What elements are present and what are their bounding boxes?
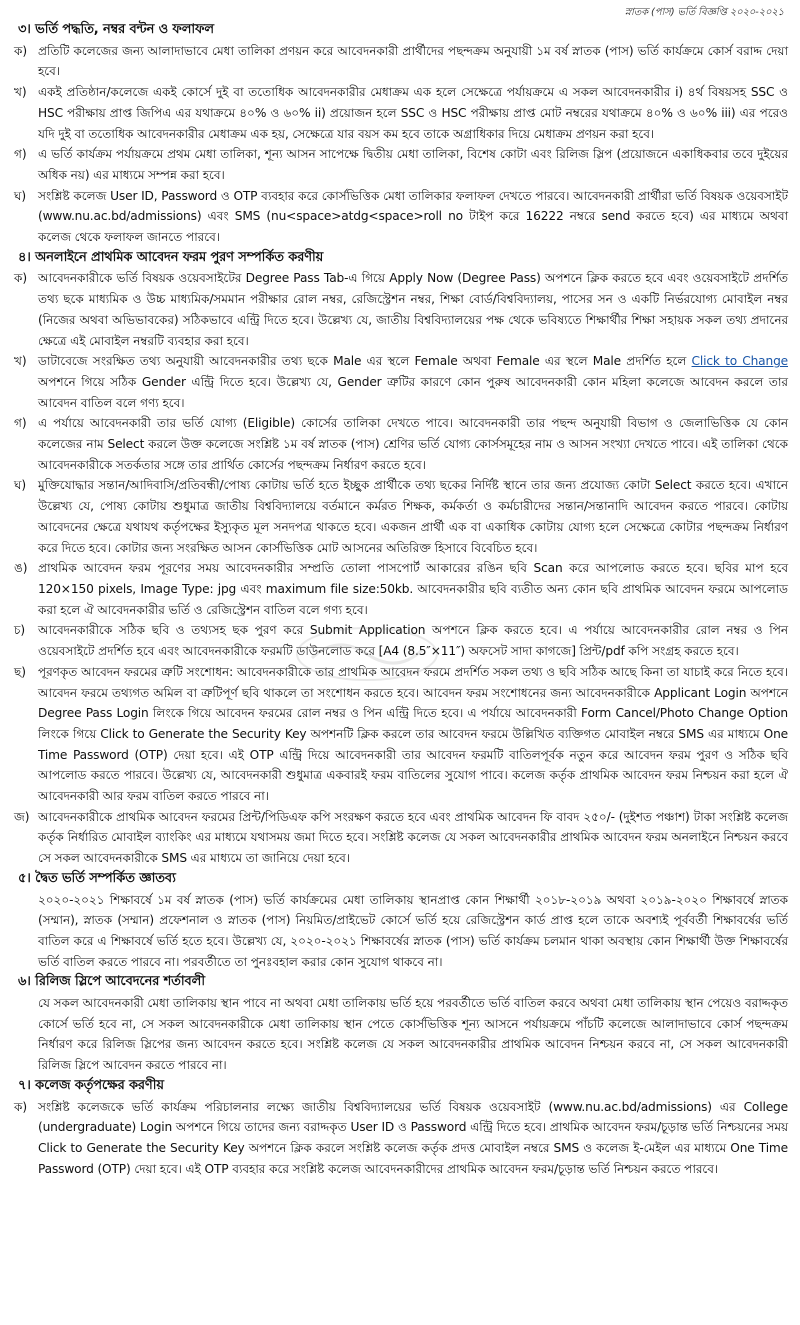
list-item bbox=[14, 475, 788, 558]
list-item bbox=[14, 82, 788, 144]
list-item bbox=[14, 558, 788, 620]
list-item bbox=[14, 1097, 788, 1180]
item-text: আবেদনকারীকে সঠিক ছবি ও তথ্যসহ ছক পুরণ করে Submit Application অপশনে ক্লিক করতে হবে। এ পর্যায়ে আবেদনকারীর রোল নম্বর ও পিন ওয়েবসাইটে প্রদর্শিত হবে এবং আবেদনকারীকে ফরমটি ডাউনলোড করে [A4 (8.5″×11″) অফসেট সাদা কাগজে] প্রিন্ট/pdf কপি সংগ্রহ করতে হবে। bbox=[38, 623, 788, 659]
section-paragraph: ২০২০-২০২১ শিক্ষাবর্ষে ১ম বর্ষ স্নাতক (পাস) ভর্তি কার্যক্রমের মেধা তালিকায় স্থানপ্রাপ্ত কোন শিক্ষার্থী ২০১৮-২০১৯ অথবা ২০১৯-২০২০ শিক্ষাবর্ষে স্নাতক (সম্মান), স্নাতক (সম্মান) প্রফেশনাল ও স্নাতক (পাস) নিয়মিত/প্রাইভেট কোর্সে ভর্তি হয়ে রেজিস্ট্রেশন কার্ড প্রাপ্ত হলে তাকে অবশ্যই পূর্ববর্তী শিক্ষাবর্ষের ভর্তি বাতিল করে এ শিক্ষাবর্ষে ভর্তি হতে হবে। উল্লেখ্য যে, ২০২০-২০২১ শিক্ষাবর্ষের স্নাতক (পাস) ভর্তি কার্যক্রম চলমান থাকা অবস্থায় কোন শিক্ষার্থী উক্ত শিক্ষাবর্ষের ভর্তি বাতিল করতে পারবে না। পরবর্তীতে তা পুনঃবহাল করার কোন সুযোগ থাকবে না। bbox=[38, 892, 788, 969]
section-title: ৪। অনলাইনে প্রাথমিক আবেদন ফরম পুরণ সম্পর্কিত করণীয় bbox=[18, 249, 324, 265]
section-6 bbox=[14, 972, 788, 1076]
item-marker: ক) bbox=[14, 1099, 27, 1114]
list-item bbox=[14, 268, 788, 351]
item-marker: ক) bbox=[14, 271, 27, 286]
item-marker: গ) bbox=[14, 416, 27, 431]
item-text-after: অপশনে গিয়ে সঠিক Gender এন্ট্রি দিতে হবে। উল্লেখ্য যে, Gender ত্রুটির কারণে কোন পুরুষ আবেদনকারী কোন মহিলা কলেজে আবেদন করলে তার আবেদন বাতিল বলে গণ্য হবে। bbox=[38, 374, 788, 410]
item-text: পূরণকৃত আবেদন ফরমের ত্রুটি সংশোধন: আবেদনকারীকে তার প্রাথমিক আবেদন ফরমে প্রদর্শিত সকল তথ্য ও ছবি সঠিক আছে কিনা তা যাচাই করে নিতে হবে। আবেদন ফরমে তথ্যগত অমিল বা ত্রুটিপূর্ণ ছবি থাকলে তা সংশোধন করতে হবে। আবেদন ফরম সংশোধনের জন্য আবেদনকারীকে Applicant Login অপশনে Degree Pass Login লিংকে গিয়ে আবেদন ফরমের রোল নম্বর ও পিন এন্ট্রি দিতে হবে। এ পর্যায়ে আবেদনকারী Form Cancel/Photo Change Option লিংকে গিয়ে Click to Generate the Security Key অপশনটি ক্লিক করলে তার আবেদন ফরমে উল্লিখিত ব্যক্তিগত মোবাইল নম্বরে SMS এর মাধ্যমে One Time Password (OTP) দেয়া হবে। এই OTP এন্ট্রি দিয়ে আবেদনকারী তার আবেদন ফরমটি বাতিলপূর্বক নতুন করে আবেদন ফরম পুরণ ও সঠিক ছবি আপলোড করতে পারবে। উল্লেখ্য যে, আবেদনকারী শুধুমাত্র একবারই ফরম বাতিলের সুযোগ পাবে। কলেজ কর্তৃক প্রাথমিক আবেদন ফরম নিশ্চয়ন করা হলে ঐ আবেদনকারী আর ফরম বাতিল করতে পারবে না। bbox=[38, 664, 788, 804]
item-marker: ক) bbox=[14, 43, 27, 58]
section-title: ৭। কলেজ কর্তৃপক্ষের করণীয় bbox=[18, 1077, 164, 1093]
item-text: প্রতিটি কলেজের জন্য আলাদাভাবে মেধা তালিকা প্রণয়ন করে আবেদনকারী প্রার্থীদের পছন্দক্রম অনুযায়ী ১ম বর্ষ স্নাতক (পাস) ভর্তি কার্যক্রমে কোর্স বরাদ্দ দেয়া হবে। bbox=[38, 43, 788, 79]
item-text: সংশ্লিষ্ট কলেজ User ID, Password ও OTP ব্যবহার করে কোর্সভিত্তিক মেধা তালিকার ফলাফল দেখতে পারবে। আবেদনকারী প্রার্থীরা ভর্তি বিষয়ক ওয়েবসাইট (www.nu.ac.bd/admissions) এবং SMS (nu<space>atdg<space>roll no টাইপ করে 16222 নম্বরে send করতে হবে) এর মাধ্যমে অথবা কলেজ থেকে ফলাফল জানতে পারবে। bbox=[38, 188, 788, 245]
item-marker: ঘ) bbox=[14, 478, 26, 493]
section-7 bbox=[14, 1076, 788, 1180]
item-marker: খ) bbox=[14, 85, 27, 100]
item-text: আবেদনকারীকে প্রাথমিক আবেদন ফরমের প্রিন্ট/পিডিএফ কপি সংরক্ষণ করতে হবে এবং প্রাথমিক আবেদন ফি বাবদ ২৫০/- (দুইশত পঞ্চাশ) টাকা সংশ্লিষ্ট কলেজ কর্তৃক নির্ধারিত মোবাইল ব্যাংকিং এর মাধ্যমে যথাসময় জমা দিতে হবে। সংশ্লিষ্ট কলেজ যে সকল আবেদনকারীর প্রাথমিক আবেদন ফরম অনলাইনে নিশ্চয়ন করবে সে সকল আবেদনকারীকে SMS এর মাধ্যমে তা জানিয়ে দেয়া হবে। bbox=[38, 809, 788, 866]
section-title: ৬। রিলিজ স্লিপে আবেদনের শর্তাবলী bbox=[18, 974, 205, 990]
section-4 bbox=[14, 248, 788, 869]
item-text: এ পর্যায়ে আবেদনকারী তার ভর্তি যোগ্য (Eligible) কোর্সের তালিকা দেখতে পাবে। আবেদনকারী তার পছন্দ অনুযায়ী বিভাগ ও জেলাভিত্তিক যে কোন কলেজের নাম Select করলে উক্ত কলেজে সংশ্লিষ্ট ১ম বর্ষ স্নাতক (পাস) শ্রেণির ভর্তি যোগ্য কোর্সসমূহের নাম ও আসন সংখ্যা দেখতে পাবে। এই তালিকা থেকে আবেদনকারীকে সতর্কতার সঙ্গে তার প্রার্থিত কোর্সের পছন্দক্রম নির্ধারণ করতে হবে। bbox=[38, 416, 788, 472]
item-text: আবেদনকারীকে ভর্তি বিষয়ক ওয়েবসাইটের Degree Pass Tab-এ গিয়ে Apply Now (Degree Pass) অপশনে ক্লিক করতে হবে এবং ওয়েবসাইটে প্রদর্শিত তথ্য ছকে মাধ্যমিক ও উচ্চ মাধ্যমিক/সমমান পরীক্ষার রোল নম্বর, রেজিস্ট্রেশন নম্বর, শিক্ষা বোর্ড/বিশ্ববিদ্যালয়, পাসের সন ও একটি নির্ভরযোগ্য মোবাইল নম্বর (নিজের অথবা অভিভাবকের) সঠিকভাবে এন্ট্রি দিতে হবে। উল্লেখ্য যে, জাতীয় বিশ্ববিদ্যালয়ের পক্ষ থেকে ভবিষ্যতে শিক্ষার্থীর শিক্ষা সহায়ক সকল তথ্য প্রদানের ক্ষেত্রে এই মোবাইল নম্বরটি ব্যবহার করা হবে। bbox=[38, 271, 788, 348]
section-paragraph: যে সকল আবেদনকারী মেধা তালিকায় স্থান পাবে না অথবা মেধা তালিকায় ভর্তি হয়ে পরবর্তীতে ভর্তি বাতিল করবে অথবা মেধা তালিকায় স্থান পেয়েও বরাদ্দকৃত কোর্সে ভর্তি হবে না, সে সকল আবেদনকারীকে মেধা তালিকায় স্থান পেতে কোর্সভিত্তিক শূন্য আসনে পর্যায়ক্রমে পাঁচটি কলেজে আলাদাভাবে কোর্স পছন্দক্রম নির্ধারণ করে রিলিজ স্লিপের জন্য আবেদন করতে হবে। সংশ্লিষ্ট কলেজ যে সকল আবেদনকারীর প্রাথমিক আবেদন নিশ্চয়ন করবে না, সে সকল আবেদনকারী রিলিজ স্লিপে আবেদন করতে পারবে না। bbox=[38, 996, 788, 1073]
list-item bbox=[14, 186, 788, 248]
item-marker: খ) bbox=[14, 354, 27, 369]
item-text bbox=[38, 351, 788, 413]
list-item bbox=[14, 351, 788, 413]
item-text: সংশ্লিষ্ট কলেজকে ভর্তি কার্যক্রম পরিচালনার লক্ষ্যে জাতীয় বিশ্ববিদ্যালয়ের ভর্তি বিষয়ক ওয়েবসাইট (www.nu.ac.bd/admissions) এর College (undergraduate) Login অপশনে গিয়ে তাদের জন্য বরাদ্দকৃত User ID ও Password এন্ট্রি দিতে হবে। প্রাথমিক আবেদন ফরম/চূড়ান্ত ভর্তি নিশ্চয়নের সময় Click to Generate the Security Key অপশনে ক্লিক করলে সংশ্লিষ্ট কলেজ কর্তৃক প্রদত্ত মোবাইল নম্বরে SMS ও কলেজ ই-মেইল এর মাধ্যমে One Time Password (OTP) দেয়া হবে। এই OTP ব্যবহার করে সংশ্লিষ্ট কলেজ আবেদনকারীদের প্রাথমিক আবেদন ফরম/চূড়ান্ত ভর্তি নিশ্চয়ন করতে পারবে। bbox=[38, 1099, 788, 1176]
item-marker: ঘ) bbox=[14, 188, 26, 203]
click-to-change-link[interactable]: Click to Change bbox=[691, 354, 789, 369]
list-item bbox=[14, 144, 788, 185]
list-item bbox=[14, 807, 788, 869]
item-marker: ঙ) bbox=[14, 561, 28, 576]
section-3 bbox=[14, 20, 788, 248]
list-item bbox=[14, 662, 788, 807]
section-5 bbox=[14, 869, 788, 973]
item-marker: জ) bbox=[14, 809, 30, 824]
list-item bbox=[14, 413, 788, 475]
section-title: ৫। দ্বৈত ভর্তি সম্পর্কিত জ্ঞাতব্য bbox=[18, 870, 176, 886]
list-item bbox=[14, 41, 788, 82]
item-marker: গ) bbox=[14, 147, 27, 162]
item-text: প্রাথমিক আবেদন ফরম পূরণের সময় আবেদনকারীর সম্প্রতি তোলা পাসপোর্ট আকারের রঙিন ছবি Scan করে আপলোড করতে হবে। ছবির মাপ হবে 120×150 pixels, Image Type: jpg এবং maximum file size:50kb. আবেদনকারীর ছবি ব্যতীত অন্য কোন ছবি প্রাথমিক আবেদন ফরমে আপলোড করা হলে ঐ আবেদনকারীর ভর্তি ও রেজিস্ট্রেশন বাতিল বলে গণ্য হবে। bbox=[38, 561, 788, 617]
item-marker: চ) bbox=[14, 623, 26, 638]
item-text: মুক্তিযোদ্ধার সন্তান/আদিবাসি/প্রতিবন্ধী/পোষ্য কোটায় ভর্তি হতে ইচ্ছুক প্রার্থীকে তথ্য ছকের নির্দিষ্ট স্থানে তার জন্য প্রযোজ্য কোটা Select করতে হবে। এখানে উল্লেখ্য যে, পোষ্য কোটায় শুধুমাত্র জাতীয় বিশ্ববিদ্যালয়ে বর্তমানে কর্মরত শিক্ষক, কর্মকর্তা ও কর্মচারীদের সন্তান/সন্তানাদি আবেদন করতে পারবে। কোটায় আবেদনের ক্ষেত্রে যথাযথ কর্তৃপক্ষের ইস্যুকৃত মূল সনদপত্র থাকতে হবে। একজন প্রার্থী এক বা একাধিক কোটায় যোগ্য হলে সেক্ষেত্রে কোটার পছন্দক্রম নির্ধারণ করে দিতে হবে। কোটার জন্য সংরক্ষিত আসন কোর্সভিত্তিক মোট আসনের অতিরিক্ত হিসাবে বিবেচিত হবে। bbox=[38, 478, 788, 555]
notice-header: স্নাতক (পাস) ভর্তি বিজ্ঞপ্তি ২০২০-২০২১ bbox=[624, 7, 784, 18]
item-text-before: ডাটাবেজে সংরক্ষিত তথ্য অনুযায়ী আবেদনকারীর তথ্য ছকে Male এর স্থলে Female অথবা Female এর স্থলে Male প্রদর্শিত হলে bbox=[38, 354, 692, 369]
item-text: একই প্রতিষ্ঠান/কলেজে একই কোর্সে দুই বা ততোধিক আবেদনকারীর মেধাক্রম এক হলে সেক্ষেত্রে পর্যায়ক্রমে এ সকল আবেদনকারীর i) ৪র্থ বিষয়সহ SSC ও HSC পরীক্ষায় প্রাপ্ত জিপিএ এর যথাক্রমে ৪০% ও ৬০% ii) প্রয়োজন হলে SSC ও HSC পরীক্ষায় প্রাপ্ত মোট নম্বরের যথাক্রমে ৪০% ও ৬০% iii) এর পরেও যদি দুই বা ততোধিক আবেদনকারীর মেধাক্রম এক হয়, সেক্ষেত্রে যার বয়স কম হবে তাকে অগ্রাধিকার দিয়ে মেধাক্রম প্রণয়ন করা হবে। bbox=[38, 85, 788, 141]
item-text: এ ভর্তি কার্যক্রম পর্যায়ক্রমে প্রথম মেধা তালিকা, শূন্য আসন সাপেক্ষে দ্বিতীয় মেধা তালিকা, বিশেষ কোটা এবং রিলিজ স্লিপ (প্রয়োজনে একাধিকবার তবে দুইয়ের অধিক নয়) এর মাধ্যমে সম্পন্ন করা হবে। bbox=[38, 147, 788, 182]
item-marker: ছ) bbox=[14, 664, 26, 679]
list-item bbox=[14, 620, 788, 661]
section-title: ৩। ভর্তি পদ্ধতি, নম্বর বন্টন ও ফলাফল bbox=[18, 22, 214, 37]
